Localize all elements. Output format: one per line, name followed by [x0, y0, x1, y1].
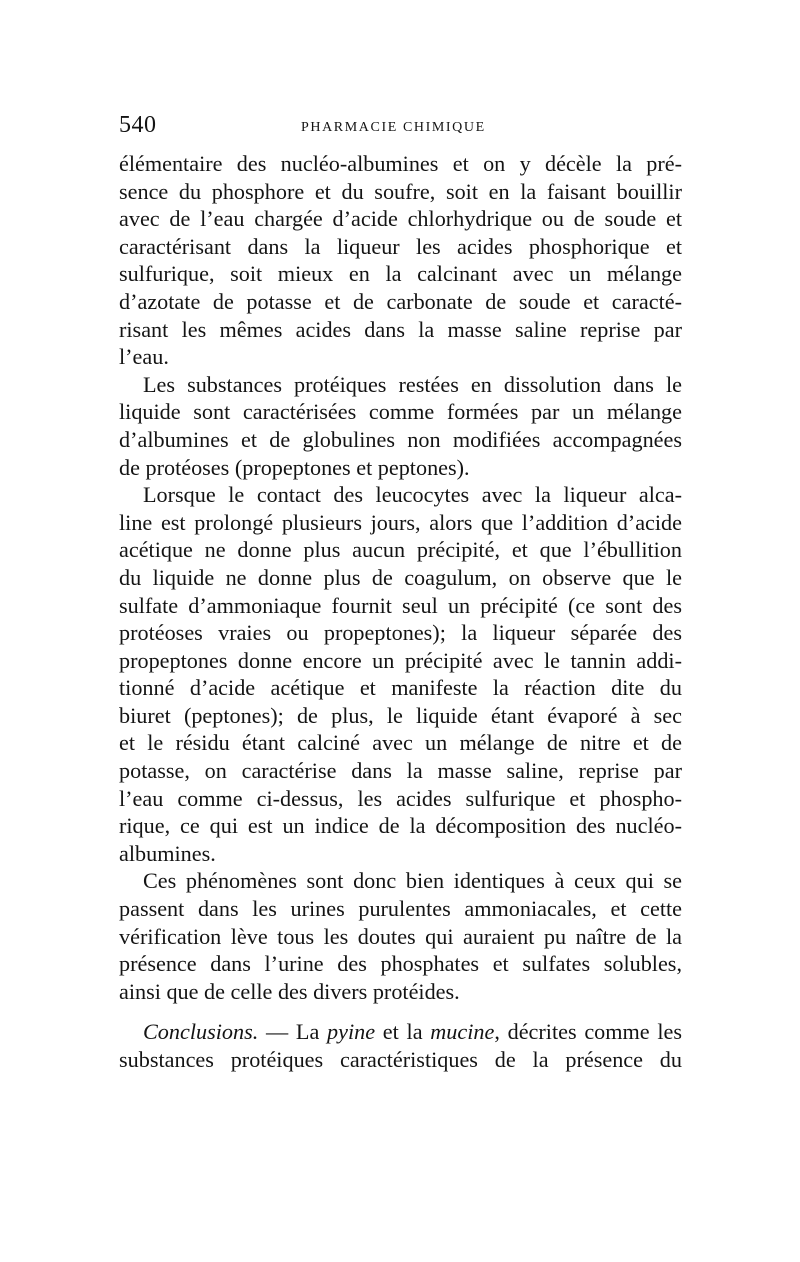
paragraph-conclusions	[119, 1018, 682, 1073]
text-line: biuret (peptones); de plus, le liquide étant évaporé à sec	[119, 702, 682, 728]
text-line: Les substances protéiques restées en dissolution dans le	[143, 371, 682, 397]
conclusions-dash: — La	[258, 1019, 328, 1045]
text-line: et le résidu étant calciné avec un mélange de nitre et de	[119, 730, 682, 756]
conclusions-line	[119, 1018, 682, 1046]
term-mucine: mucine	[430, 1019, 495, 1045]
text-line: acétique ne donne plus aucun précipité, et que l’ébullition	[119, 537, 682, 563]
body-text	[119, 150, 682, 1074]
text-line: albumines.	[119, 840, 216, 866]
conclusions-connector: et la	[375, 1019, 431, 1045]
paragraph-2	[119, 371, 682, 481]
text-line: du liquide ne donne plus de coagulum, on observe que le	[119, 564, 682, 590]
paragraph-4	[119, 867, 682, 1005]
text-line: line est prolongé plusieurs jours, alors que l’addition d’acide	[119, 509, 682, 535]
text-line: potasse, on caractérise dans la masse saline, reprise par	[119, 758, 682, 784]
text-line: propeptones donne encore un précipité avec le tannin addi-	[119, 647, 682, 673]
text-line: l’eau.	[119, 344, 169, 370]
text-line: d’albumines et de globulines non modifiées accompagnées	[119, 426, 682, 452]
conclusions-label: Conclusions.	[143, 1019, 259, 1045]
paragraph-1	[119, 150, 682, 371]
text-line: protéoses vraies ou propeptones); la liqueur séparée des	[119, 620, 682, 646]
text-line: présence dans l’urine des phosphates et sulfates solubles,	[119, 951, 682, 977]
text-line: sence du phosphore et du soufre, soit en la faisant bouillir	[119, 178, 682, 204]
text-line: Lorsque le contact des leucocytes avec la liqueur alca-	[143, 482, 682, 508]
text-line: élémentaire des nucléo-albumines et on y décèle la pré-	[119, 151, 682, 176]
text-line: d’azotate de potasse et de carbonate de soude et caracté-	[119, 288, 682, 314]
text-line: vérification lève tous les doutes qui auraient pu naître de la	[119, 923, 682, 949]
conclusions-rest: , décrites comme les	[494, 1019, 682, 1045]
text-line: de protéoses (propeptones et peptones).	[119, 454, 470, 480]
text-line: ainsi que de celle des divers protéides.	[119, 978, 460, 1004]
text-line: liquide sont caractérisées comme formées par un mélange	[119, 399, 682, 425]
text-line: sulfate d’ammoniaque fournit seul un précipité (ce sont des	[119, 592, 682, 618]
text-line: avec de l’eau chargée d’acide chlorhydrique ou de soude et	[119, 206, 682, 232]
text-line: caractérisant dans la liqueur les acides phosphorique et	[119, 233, 682, 259]
text-line: risant les mêmes acides dans la masse saline reprise par	[119, 316, 682, 342]
term-pyine: pyine	[327, 1019, 376, 1045]
text-line: Ces phénomènes sont donc bien identiques à ceux qui se	[143, 868, 682, 894]
text-line: rique, ce qui est un indice de la décomposition des nucléo-	[119, 813, 682, 839]
text-line: tionné d’acide acétique et manifeste la réaction dite du	[119, 675, 682, 701]
text-line: passent dans les urines purulentes ammoniacales, et cette	[119, 896, 682, 922]
paragraph-3	[119, 481, 682, 867]
running-title: PHARMACIE CHIMIQUE	[301, 120, 486, 135]
text-line: substances protéiques caractéristiques de la présence du	[119, 1047, 682, 1072]
page-number: 540	[119, 112, 157, 138]
text-line: l’eau comme ci-dessus, les acides sulfurique et phospho-	[119, 785, 682, 811]
text-line: sulfurique, soit mieux en la calcinant avec un mélange	[119, 261, 682, 287]
page-header	[119, 112, 681, 142]
